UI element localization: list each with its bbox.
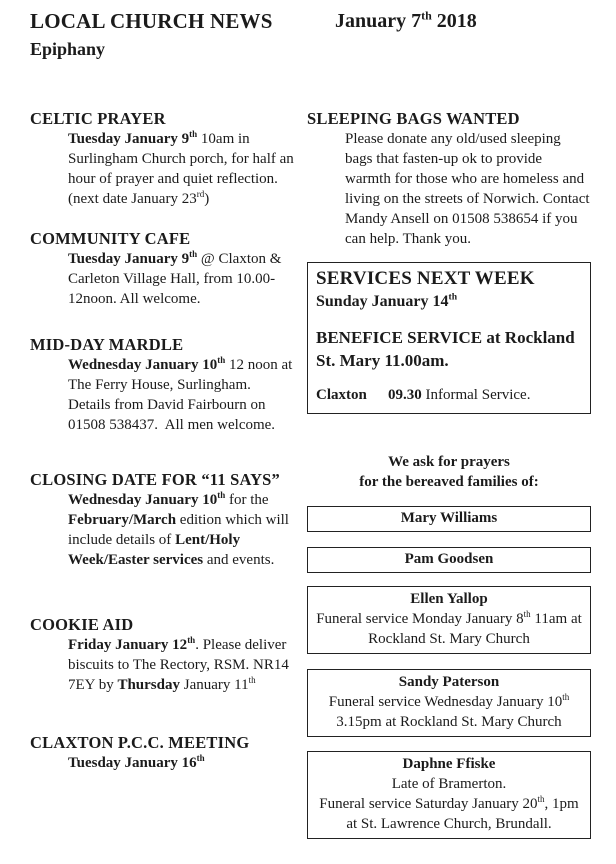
bereaved-box-ellen-yallop	[307, 586, 591, 654]
person-detail: Late of Bramerton.	[391, 776, 507, 792]
prayers-intro-line2: for the bereaved families of:	[359, 474, 539, 490]
section-sleeping-bags	[307, 108, 594, 249]
funeral-detail: Funeral service Monday January 8th 11am at Rockland St. Mary Church	[316, 609, 582, 647]
services-next-week-box	[307, 262, 591, 414]
funeral-detail: Funeral service Saturday January 20th, 1pm at St. Lawrence Church, Brundall.	[319, 794, 579, 832]
section-heading: MID-DAY MARDLE	[30, 335, 184, 354]
section-heading: COMMUNITY CAFE	[30, 229, 191, 248]
content-columns	[30, 108, 594, 839]
section-body: Please donate any old/used sleeping bags that fasten-up ok to provide warmth for those who are homeless and living on the streets of Norwich. Contact Mandy Ansell on 01508 538654 if you can help. Thank you.	[345, 131, 594, 247]
section-celtic-prayer	[30, 108, 297, 209]
section-mid-day-mardle	[30, 334, 297, 435]
section-closing-date	[30, 469, 297, 570]
page-title: LOCAL CHURCH NEWS	[30, 9, 273, 33]
prayers-intro	[307, 452, 591, 492]
section-heading: CLAXTON P.C.C. MEETING	[30, 733, 250, 752]
person-name: Sandy Paterson	[398, 674, 500, 690]
section-heading: CELTIC PRAYER	[30, 109, 166, 128]
section-community-cafe	[30, 228, 297, 309]
section-heading: CLOSING DATE FOR “11 SAYS”	[30, 470, 281, 489]
page-date: January 7th 2018	[335, 8, 477, 32]
bereaved-box-mary-williams	[307, 506, 591, 532]
right-column	[307, 108, 594, 839]
services-title: SERVICES NEXT WEEK	[316, 268, 535, 289]
prayers-intro-line1: We ask for prayers	[388, 454, 510, 470]
section-claxton-pcc-meeting	[30, 732, 297, 773]
section-cookie-aid	[30, 614, 297, 695]
section-body: Tuesday January 16th	[68, 753, 205, 771]
person-name: Daphne Ffiske	[402, 756, 496, 772]
section-body: Tuesday January 9th 10am in Surlingham Church porch, for half an hour of prayer and quiet reflection. (next date January 23rd)	[68, 129, 298, 207]
section-body: Wednesday January 10th for the February/March edition which will include details of Lent/Holy Week/Easter services and events.	[68, 490, 293, 568]
section-body: Friday January 12th. Please deliver biscuits to The Rectory, RSM. NR14 7EY by Thursday January 11th	[68, 635, 293, 693]
page-header	[30, 8, 591, 64]
funeral-detail: Funeral service Wednesday January 10th 3.15pm at Rockland St. Mary Church	[328, 692, 570, 730]
claxton-service-row	[316, 385, 582, 405]
section-body: Tuesday January 9th @ Claxton & Carleton Village Hall, from 10.00-12noon. All welcome.	[68, 249, 286, 307]
section-body: Wednesday January 10th 12 noon at The Ferry House, Surlingham. Details from David Fairbourn on 01508 538437. All men welcome.	[68, 355, 296, 433]
left-column	[30, 108, 307, 839]
bereaved-box-daphne-ffiske	[307, 751, 591, 839]
person-name: Ellen Yallop	[410, 591, 488, 607]
section-heading: COOKIE AID	[30, 615, 134, 634]
person-name: Pam Goodsen	[404, 551, 494, 567]
page-subtitle: Epiphany	[30, 39, 106, 59]
benefice-service-line: BENEFICE SERVICE at Rockland St. Mary 11.00am.	[316, 328, 575, 370]
services-date: Sunday January 14th	[316, 291, 458, 310]
section-heading: SLEEPING BAGS WANTED	[307, 109, 520, 128]
claxton-detail: 09.30 Informal Service.	[388, 387, 531, 403]
claxton-label: Claxton	[316, 387, 367, 403]
bereaved-box-pam-goodsen	[307, 547, 591, 573]
bereaved-box-sandy-paterson	[307, 669, 591, 737]
person-name: Mary Williams	[400, 510, 498, 526]
